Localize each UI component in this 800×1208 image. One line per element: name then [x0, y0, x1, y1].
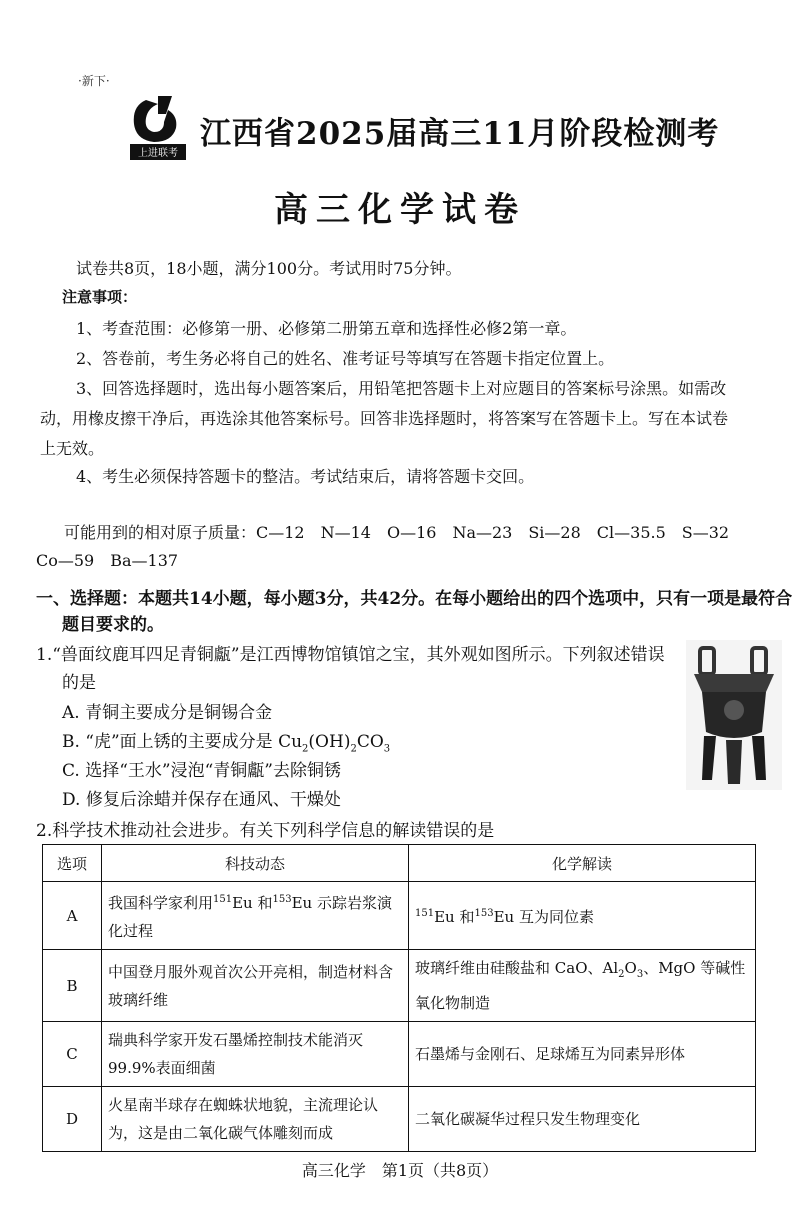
- exam-header-title: 江西省2025届高三11月阶段检测考: [200, 116, 720, 152]
- row-chem: 石墨烯与金刚石、足球烯互为同素异形体: [409, 1022, 756, 1087]
- row-chem: $^{151}$Eu 和$^{153}$Eu 互为同位素: [409, 882, 756, 950]
- table-row: [43, 882, 756, 950]
- q1-option-d: D. 修复后涂蜡并保存在通风、干燥处: [62, 790, 341, 810]
- header-chem: 化学解读: [409, 845, 756, 882]
- atomic-masses-line2: Co—59 Ba—137: [36, 551, 179, 570]
- q2-stem: 2.科学技术推动社会进步。有关下列科学信息的解读错误的是: [36, 821, 495, 841]
- notice-item-1: 1、考查范围：必修第一册、必修第二册第五章和选择性必修2第一章。: [76, 319, 577, 338]
- section-header: 一、选择题：本题共14小题，每小题3分，共42分。在每小题给出的四个选项中，只有一项是最符合: [36, 589, 793, 609]
- section-header-cont: 题目要求的。: [62, 615, 164, 635]
- q1-stem-cont: 的是: [62, 673, 96, 693]
- q1-option-b: B. “虎”面上锈的主要成分是 $Cu_2(OH)_2CO_3$: [62, 732, 391, 755]
- row-option: D: [43, 1087, 102, 1152]
- atomic-masses-line1: 可能用到的相对原子质量：C—12 N—14 O—16 Na—23 Si—28 Cl—35.5 S—32: [64, 523, 730, 542]
- notice-item-3-cont: 动，用橡皮擦干净后，再选涂其他答案标号。回答非选择题时，将答案写在答题卡上。写在本试卷: [40, 409, 729, 428]
- notice-item-3-end: 上无效。: [40, 439, 105, 458]
- header-tech: 科技动态: [102, 845, 409, 882]
- notice-label: 注意事项：: [62, 288, 138, 306]
- bronze-vessel-image: [686, 640, 782, 790]
- row-tech: 火星南半球存在蜘蛛状地貌，主流理论认为，这是由二氧化碳气体雕刻而成: [102, 1087, 409, 1152]
- row-option: A: [43, 882, 102, 950]
- corner-mark: ·新下·: [78, 74, 110, 88]
- q1-option-a: A. 青铜主要成分是铜锡合金: [62, 703, 273, 723]
- row-tech: 瑞典科学家开发石墨烯控制技术能消灭99.9%表面细菌: [102, 1022, 409, 1087]
- row-option: B: [43, 950, 102, 1022]
- q2-table: [42, 844, 756, 1152]
- q1-option-c: C. 选择“王水”浸泡“青铜甗”去除铜锈: [62, 761, 341, 781]
- logo-text: 上进联考: [138, 148, 178, 159]
- row-chem: 二氧化碳凝华过程只发生物理变化: [409, 1087, 756, 1152]
- row-option: C: [43, 1022, 102, 1087]
- q1-stem: 1.“兽面纹鹿耳四足青铜甗”是江西博物馆镇馆之宝，其外观如图所示。下列叙述错误: [36, 645, 665, 665]
- exam-info: 试卷共8页，18小题，满分100分。考试用时75分钟。: [76, 259, 462, 278]
- header-option: 选项: [43, 845, 102, 882]
- row-chem: 玻璃纤维由硅酸盐和 CaO、$Al_2O_3$、MgO 等碱性氧化物制造: [409, 950, 756, 1022]
- row-tech: 中国登月服外观首次公开亮相，制造材料含玻璃纤维: [102, 950, 409, 1022]
- table-row: [43, 950, 756, 1022]
- subject-title: 高三化学试卷: [274, 190, 526, 230]
- notice-item-3: 3、回答选择题时，选出每小题答案后，用铅笔把答题卡上对应题目的答案标号涂黑。如需改: [76, 379, 727, 398]
- row-tech: 我国科学家利用$^{151}$Eu 和$^{153}$Eu 示踪岩浆演化过程: [102, 882, 409, 950]
- notice-item-4: 4、考生必须保持答题卡的整洁。考试结束后，请将答题卡交回。: [76, 467, 535, 486]
- notice-item-2: 2、答卷前，考生务必将自己的姓名、准考证号等填写在答题卡指定位置上。: [76, 349, 615, 368]
- page-footer: 高三化学 第1页（共8页）: [301, 1161, 499, 1180]
- table-row: [43, 1087, 756, 1152]
- table-row: [43, 1022, 756, 1087]
- q2-table-header: [43, 845, 756, 882]
- exam-logo: [128, 92, 188, 164]
